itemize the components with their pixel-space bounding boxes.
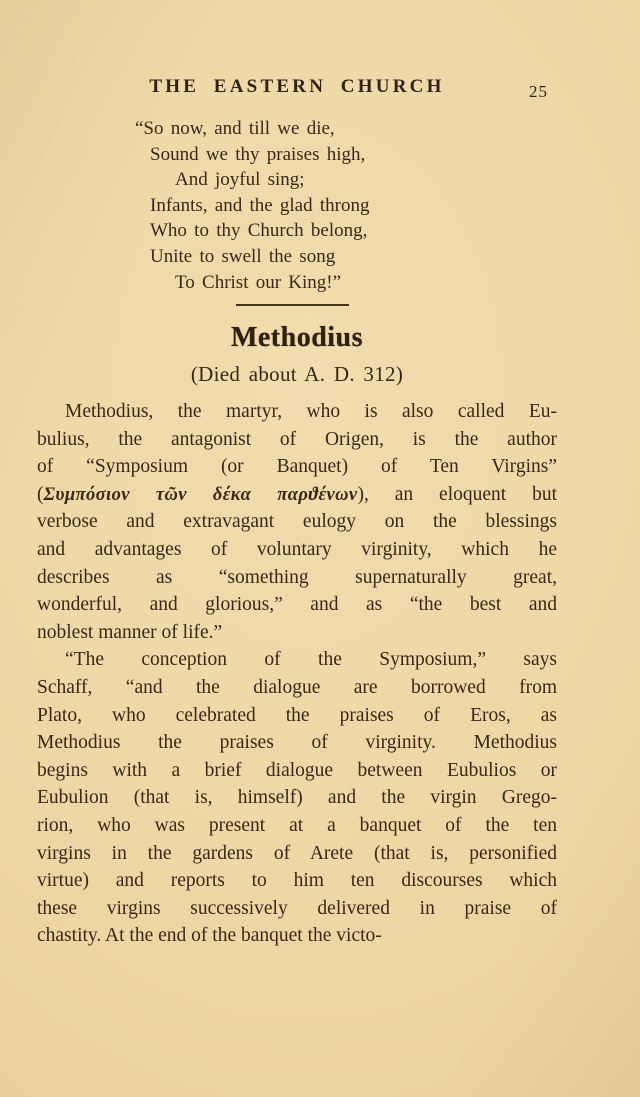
text-line: noblest manner of life.”	[37, 621, 223, 643]
poem-line: Infants, and the glad throng	[150, 194, 370, 216]
text-line: Eubulion (that is, himself) and the virgin Grego-	[37, 787, 557, 809]
text-line: Schaff, “and the dialogue are borrowed from	[37, 676, 557, 698]
text-line: bulius, the antagonist of Origen, is the author	[37, 428, 557, 450]
greek-phrase: Συμπόσιον τῶν δέκα παρϑένων	[43, 484, 358, 505]
text-line: wonderful, and glorious,” and as “the best and	[37, 594, 557, 616]
poem-line: Unite to swell the song	[150, 245, 336, 267]
text-line: begins with a brief dialogue between Eubulios or	[37, 759, 557, 781]
text-line: chastity. At the end of the banquet the victo-	[37, 925, 382, 947]
poem-line: “So now, and till we die,	[135, 118, 335, 139]
text-line: describes as “something supernaturally great,	[37, 566, 557, 588]
text-line: Plato, who celebrated the praises of Eros, as	[37, 704, 557, 726]
section-divider	[236, 304, 349, 306]
text-fragment: (	[37, 483, 44, 505]
text-line: Methodius, the martyr, who is also called Eu-	[65, 401, 557, 422]
text-line: virgins in the gardens of Arete (that is, personified	[37, 842, 557, 864]
body-text	[37, 398, 557, 950]
text-line: and advantages of voluntary virginity, which he	[37, 538, 557, 560]
text-line: rion, who was present at a banquet of the ten	[37, 814, 557, 836]
text-line: of “Symposium (or Banquet) of Ten Virgins”	[37, 456, 557, 478]
text-line: these virgins successively delivered in praise of	[37, 897, 557, 919]
text-line: “The conception of the Symposium,” says	[65, 649, 557, 671]
text-line-greek	[37, 481, 557, 509]
poem-line: Sound we thy praises high,	[150, 143, 366, 165]
text-line: Methodius the praises of virginity. Methodius	[37, 732, 557, 754]
section-heading: Methodius	[230, 322, 364, 353]
page-header-title: THE EASTERN CHURCH	[149, 76, 445, 97]
section-subheading: (Died about A. D. 312)	[190, 362, 404, 386]
running-header	[37, 76, 557, 102]
text-line: verbose and extravagant eulogy on the blessings	[37, 511, 557, 533]
poem-block	[135, 116, 555, 295]
page-number: 25	[529, 82, 548, 101]
poem-line: To Christ our King!”	[175, 271, 342, 293]
text-line: virtue) and reports to him ten discourses which	[37, 870, 557, 892]
poem-line: And joyful sing;	[175, 169, 305, 191]
poem-line: Who to thy Church belong,	[150, 220, 368, 242]
text-fragment: ), an eloquent but	[357, 483, 557, 505]
